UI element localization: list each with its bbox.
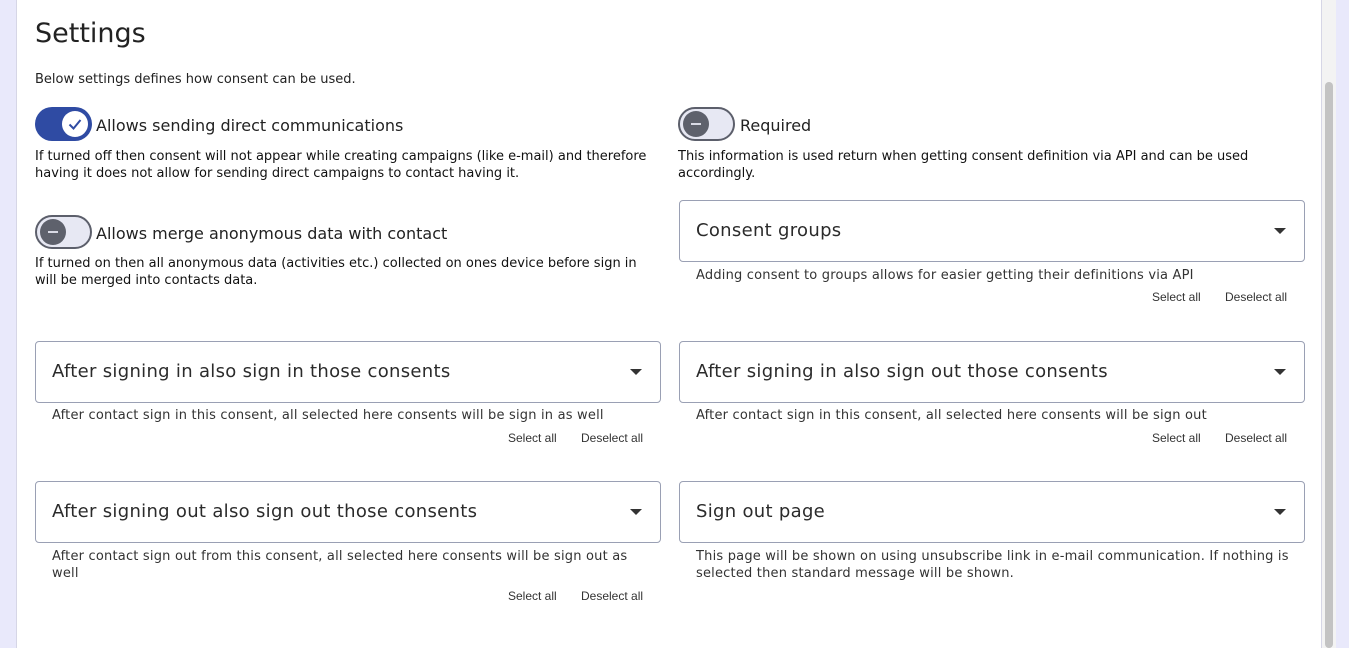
required-label: Required [740,116,812,135]
merge-anonymous-help: If turned on then all anonymous data (activities etc.) collected on ones device before sign in will be merged into contacts data. [35,256,637,288]
signin-signin-deselect-all[interactable]: Deselect all [581,431,644,445]
signout-page-placeholder: Sign out page [696,501,826,522]
signin-signout-placeholder: After signing in also sign out those consents [696,361,1108,382]
dropdown-arrow-icon [1274,369,1286,375]
signin-signout-select-all[interactable]: Select all [1152,431,1201,445]
signout-signout-placeholder: After signing out also sign out those consents [52,501,478,522]
dropdown-arrow-icon [1274,509,1286,515]
direct-communications-help: If turned off then consent will not appear while creating campaigns (like e-mail) and therefore having it does not allow for sending direct campaigns to contact having it. [35,149,647,181]
signout-page-hint: This page will be shown on using unsubscribe link in e-mail communication. If nothing is selected then standard message will be shown. [696,549,1289,581]
toggle-knob [62,111,88,137]
toggle-knob [683,111,709,137]
required-toggle[interactable] [678,107,735,141]
consent-groups-placeholder: Consent groups [696,220,842,241]
checkmark-icon [62,111,88,137]
dropdown-arrow-icon [1274,228,1286,234]
consent-groups-deselect-all[interactable]: Deselect all [1225,290,1288,304]
signin-signout-consents-select[interactable] [679,341,1305,403]
settings-description: Below settings defines how consent can be used. [35,72,356,87]
signout-signout-select-all[interactable]: Select all [508,589,557,603]
minus-icon [683,111,709,137]
page-title: Settings [35,18,146,49]
dropdown-arrow-icon [630,369,642,375]
signin-signin-placeholder: After signing in also sign in those consents [52,361,451,382]
toggle-knob [40,219,66,245]
minus-icon [40,219,66,245]
consent-groups-select-all[interactable]: Select all [1152,290,1201,304]
signout-signout-hint: After contact sign out from this consent, all selected here consents will be sign out as well [52,549,628,581]
signin-signin-consents-select[interactable] [35,341,661,403]
direct-communications-label: Allows sending direct communications [96,116,404,135]
signin-signout-deselect-all[interactable]: Deselect all [1225,431,1288,445]
consent-groups-hint: Adding consent to groups allows for easier getting their definitions via API [696,268,1194,283]
merge-anonymous-toggle[interactable] [35,215,92,249]
signin-signin-hint: After contact sign in this consent, all selected here consents will be sign in as well [52,408,604,423]
required-help: This information is used return when getting consent definition via API and can be used accordingly. [678,149,1249,181]
merge-anonymous-label: Allows merge anonymous data with contact [96,224,448,243]
direct-communications-toggle[interactable] [35,107,92,141]
signin-signin-select-all[interactable]: Select all [508,431,557,445]
signout-signout-consents-select[interactable] [35,481,661,543]
signin-signout-hint: After contact sign in this consent, all selected here consents will be sign out [696,408,1207,423]
consent-groups-select[interactable] [679,200,1305,262]
signout-page-select[interactable] [679,481,1305,543]
signout-signout-deselect-all[interactable]: Deselect all [581,589,644,603]
dropdown-arrow-icon [630,509,642,515]
scrollbar-thumb[interactable] [1325,82,1333,648]
